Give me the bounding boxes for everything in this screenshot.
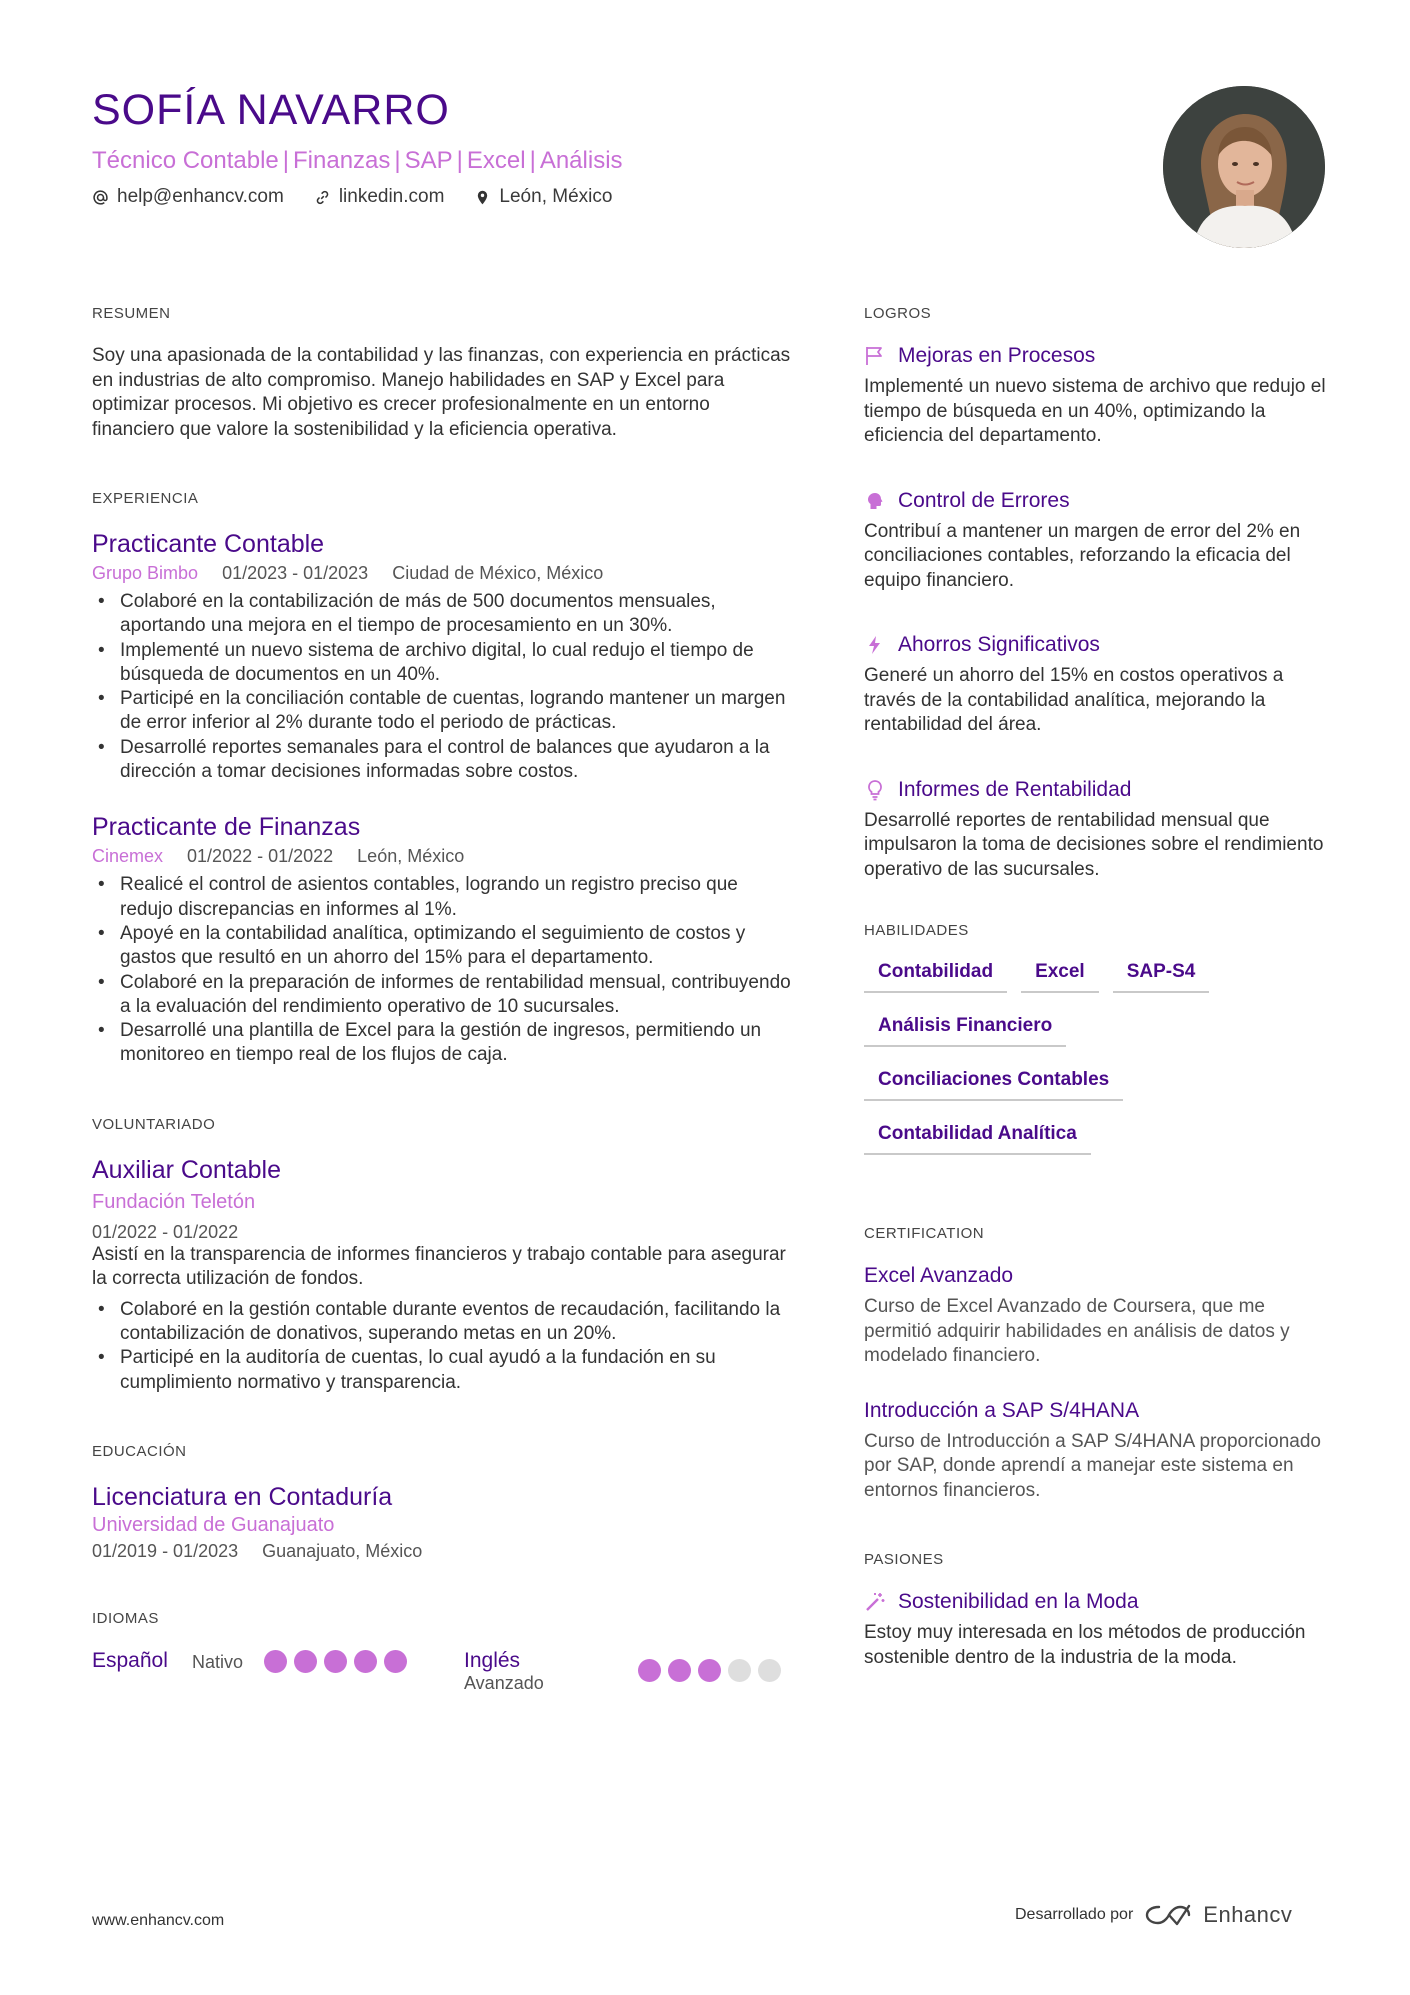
skill-tag: SAP-S4 [1113,961,1210,993]
bullet-item: • Realicé el control de asientos contables, logrando un registro preciso que redujo discrepancias en informes al 1%. [92,873,792,922]
education-meta [92,1540,792,1562]
volunteer-bullets [92,1298,792,1395]
magic-wand-icon [864,1591,886,1613]
bullet-item: • Participé en la auditoría de cuentas, lo cual ayudó a la fundación en su cumplimiento normativo y transparencia. [92,1346,792,1395]
location-text: León, México [499,186,613,207]
contact-location [474,186,612,208]
language-text [464,1649,638,1694]
achievement-header [864,778,1334,802]
flag-icon [864,345,886,367]
rating-dot-empty [728,1659,751,1682]
certification-item [864,1399,1334,1504]
headline-separator: | [282,147,290,174]
languages-section [92,1610,792,1694]
volunteer-role: Auxiliar Contable [92,1155,281,1184]
achievement-desc: Implementé un nuevo sistema de archivo que redujo el tiempo de búsqueda en un 40%, optimizando la eficiencia del departamento. [864,376,1326,446]
bullet-item: • Desarrollé una plantilla de Excel para la gestión de ingresos, permitiendo un monitoreo en tiempo real de los flujos de caja. [92,1019,792,1068]
languages-row [92,1649,792,1694]
achievement-header [864,344,1334,368]
job-bullets [92,873,792,1067]
powered-by-text: Desarrollado por [1015,1906,1134,1923]
right-column [864,305,1334,1718]
achievement-item [864,344,1334,449]
job-title: Practicante Contable [92,530,325,558]
achievement-item [864,633,1334,738]
experience-section [92,490,792,1068]
headline-part: Excel [466,147,526,174]
job-dates: 01/2023 - 01/2023 [222,563,369,583]
achievement-header [864,489,1334,513]
headline-part: SAP [404,147,453,174]
section-title: RESUMEN [92,305,171,322]
summary-section [92,305,792,442]
email-text: help@enhancv.com [117,186,284,207]
bullet-item: • Colaboré en la contabilización de más de 500 documentos mensuales, aportando una mejora en el tiempo de procesamiento en un 30%. [92,590,792,639]
headline-part: Análisis [539,147,623,174]
language-item [92,1649,464,1673]
left-column [92,305,792,1742]
language-rating [638,1659,781,1682]
contact-email[interactable] [92,186,284,208]
volunteer-org: Fundación Teletón [92,1190,256,1213]
volunteer-description: Asistí en la transparencia de informes financieros y trabajo contable para asegurar la correcta utilización de fondos. [92,1243,786,1290]
achievements-section [864,305,1334,882]
rating-dot [698,1659,721,1682]
skill-tag: Contabilidad [864,961,1007,993]
volunteer-dates: 01/2022 - 01/2022 [92,1221,239,1242]
job-bullets [92,590,792,784]
company-name: Grupo Bimbo [92,563,199,583]
degree-title: Licenciatura en Contaduría [92,1482,393,1511]
footer-website[interactable]: www.enhancv.com [92,1912,225,1929]
bullet-item: • Colaboré en la preparación de informes de rentabilidad mensual, contribuyendo a la evaluación del rendimiento operativo de 10 sucursales. [92,971,792,1020]
passion-header [864,1590,1334,1614]
rating-dot [668,1659,691,1682]
education-section [92,1443,792,1562]
job-meta [92,562,792,584]
bullet-item: • Apoyé en la contabilidad analítica, optimizando el seguimiento de costos y gastos que resultó en un ahorro del 15% para el departamento. [92,922,792,971]
headline-part: Finanzas [293,147,391,174]
certification-title: Excel Avanzado [864,1264,1014,1287]
job-location: Ciudad de México, México [392,563,604,583]
achievement-item [864,778,1334,883]
enhancv-brand[interactable]: Enhancv [1203,1902,1293,1927]
rating-dot [354,1650,377,1673]
bullet-item: • Colaboré en la gestión contable durante eventos de recaudación, facilitando la contabilización de donativos, superando metas en un 20%. [92,1298,792,1347]
skills-section [864,922,1334,1155]
contact-linkedin[interactable] [314,186,445,208]
section-title: IDIOMAS [92,1609,159,1627]
job-dates: 01/2022 - 01/2022 [187,846,334,867]
certification-desc: Curso de Excel Avanzado de Coursera, que me permitió adquirir habilidades en análisis de datos y modelado financiero. [864,1296,1290,1366]
section-title: PASIONES [864,1551,944,1568]
section-title: CERTIFICATION [864,1225,985,1242]
bullet-item: • Desarrollé reportes semanales para el control de balances que ayudaron a la dirección a tomar decisiones informadas sobre costos. [92,736,792,785]
profile-photo [1163,86,1325,248]
rating-dot [384,1650,407,1673]
headline [92,146,623,176]
candidate-name: SOFÍA NAVARRO [92,86,450,134]
passion-desc: Estoy muy interesada en los métodos de producción sostenible dentro de la industria de la moda. [864,1622,1306,1668]
location-pin-icon [474,189,491,206]
rating-dot [324,1650,347,1673]
passion-item [864,1590,1334,1670]
section-title: VOLUNTARIADO [92,1115,216,1133]
contact-row [92,186,623,208]
education-location: Guanajuato, México [262,1540,423,1561]
education-dates: 01/2019 - 01/2023 [92,1540,239,1561]
achievement-title: Ahorros Significativos [898,633,1100,656]
skill-tag: Conciliaciones Contables [864,1069,1123,1101]
skill-tag: Contabilidad Analítica [864,1123,1091,1155]
bullet-item: • Implementé un nuevo sistema de archivo digital, lo cual redujo el tiempo de búsqueda de documentos en un 40%. [92,639,792,688]
certification-desc: Curso de Introducción a SAP S/4HANA proporcionado por SAP, donde aprendí a manejar este sistema en entornos financieros. [864,1430,1321,1501]
language-name: Inglés [464,1648,521,1672]
language-name: Español [92,1648,168,1672]
company-name: Cinemex [92,846,164,867]
section-title: EDUCACIÓN [92,1442,187,1460]
skill-tag: Análisis Financiero [864,1015,1066,1047]
headline-separator: | [456,147,463,174]
achievement-header [864,633,1334,657]
rating-dot-empty [758,1659,781,1682]
skills-list [864,961,1324,1155]
rating-dot [294,1650,317,1673]
achievement-item [864,489,1334,594]
certification-section [864,1225,1334,1503]
linkedin-text: linkedin.com [338,186,445,207]
section-title: LOGROS [864,305,932,322]
at-icon [92,189,109,206]
achievement-title: Mejoras en Procesos [898,344,1096,367]
link-icon [314,189,331,206]
section-title: EXPERIENCIA [92,490,199,507]
language-item [464,1649,781,1694]
headline-separator: | [394,147,401,174]
certification-item [864,1264,1334,1369]
headline-part: Técnico Contable [92,147,279,174]
lightning-icon [864,634,886,656]
brain-icon [864,490,886,512]
job-entry [92,812,792,1067]
summary-text: Soy una apasionada de la contabilidad y las finanzas, con experiencia en prácticas en industrias de alto compromiso. Manejo habilidades en SAP y Excel para optimizar procesos. Mi objetivo es crecer profesionalmente en un entorno financiero que valore la sostenibilidad y la eficiencia operativa. [92,345,791,440]
achievement-desc: Desarrollé reportes de rentabilidad mensual que impulsaron la toma de decisiones sobre el rendimiento operativo de las sucursales. [864,809,1324,880]
certification-title: Introducción a SAP S/4HANA [864,1398,1140,1422]
enhancv-logo-icon [1145,1902,1191,1928]
language-level: Nativo [192,1651,244,1672]
skill-tag: Excel [1021,961,1099,993]
passions-section [864,1551,1334,1670]
passion-title: Sostenibilidad en la Moda [898,1590,1139,1613]
language-rating [264,1650,407,1673]
language-level: Avanzado [464,1672,544,1693]
lightbulb-icon [864,779,886,801]
section-title: HABILIDADES [864,922,969,939]
volunteer-section [92,1116,792,1395]
resume-header [92,82,623,208]
job-title: Practicante de Finanzas [92,813,361,842]
headline-separator: | [529,147,536,174]
footer-branding [1015,1902,1292,1928]
school-name: Universidad de Guanajuato [92,1513,335,1536]
job-location: León, México [357,846,465,867]
achievement-title: Informes de Rentabilidad [898,777,1132,801]
achievement-desc: Contribuí a mantener un margen de error del 2% en conciliaciones contables, reforzando la eficacia del equipo financiero. [864,520,1301,591]
achievement-desc: Generé un ahorro del 15% en costos operativos a través de la contabilidad analítica, mejorando la rentabilidad del área. [864,665,1284,735]
rating-dot [638,1659,661,1682]
job-meta [92,845,792,867]
bullet-item: • Participé en la conciliación contable de cuentas, logrando mantener un margen de error inferior al 2% durante todo el periodo de prácticas. [92,687,792,736]
rating-dot [264,1650,287,1673]
job-entry [92,529,792,784]
achievement-title: Control de Errores [898,488,1070,512]
avatar-illustration [1163,86,1325,248]
